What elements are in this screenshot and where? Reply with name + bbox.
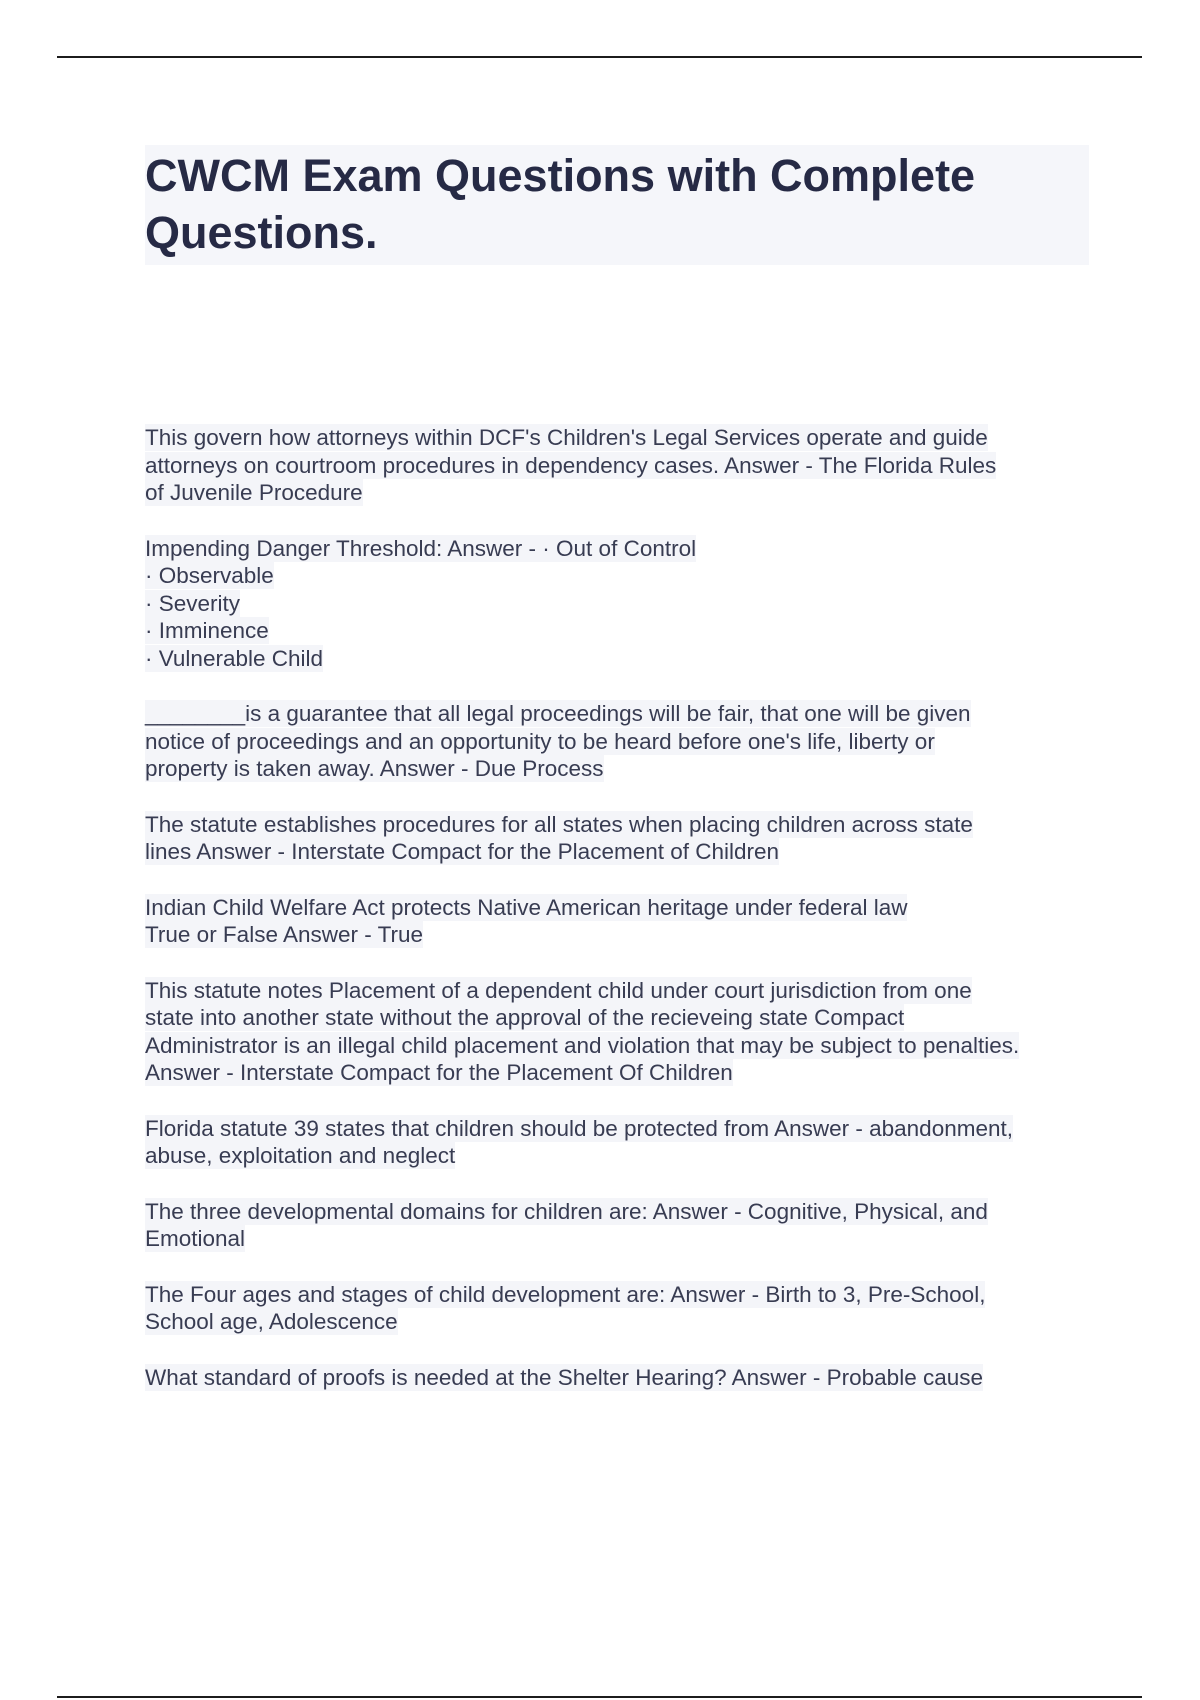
qa-item-developmental-domains: [145, 1198, 1095, 1253]
qa-line: · Vulnerable Child: [145, 645, 324, 671]
title-line: Questions.: [145, 207, 378, 258]
qa-line: ________is a guarantee that all legal proceedings will be fair, that one will be given: [145, 701, 971, 726]
qa-line: notice of proceedings and an opportunity to be heard before one's life, liberty or: [145, 728, 935, 754]
qa-line: Florida statute 39 states that children should be protected from Answer - abandonment,: [145, 1115, 1013, 1141]
qa-line: · Observable: [145, 563, 274, 588]
qa-line: state into another state without the approval of the recieveing state Compact: [145, 1005, 905, 1030]
qa-list: [145, 424, 1095, 1419]
qa-line: Impending Danger Threshold: Answer - · Out of Control: [145, 535, 697, 561]
qa-item-interstate-compact: [145, 811, 1095, 866]
title-block: [145, 145, 1089, 265]
qa-line: · Imminence: [145, 618, 269, 643]
qa-line: property is taken away. Answer - Due Process: [145, 756, 604, 781]
qa-line: The Four ages and stages of child development are: Answer - Birth to 3, Pre-School,: [145, 1281, 986, 1307]
qa-item-statute-39: [145, 1115, 1095, 1170]
qa-line: What standard of proofs is needed at the Shelter Hearing? Answer - Probable cause: [145, 1364, 983, 1390]
title-line: CWCM Exam Questions with Complete: [145, 150, 976, 201]
qa-item-impending-danger: [145, 535, 1095, 673]
qa-line: abuse, exploitation and neglect: [145, 1143, 456, 1168]
qa-line: This statute notes Placement of a dependent child under court jurisdiction from one: [145, 977, 972, 1003]
qa-item-illegal-placement: [145, 977, 1095, 1087]
qa-item-icwa: [145, 894, 1095, 949]
qa-line: · Severity: [145, 590, 241, 616]
qa-item-florida-rules: [145, 424, 1095, 507]
qa-line: Emotional: [145, 1226, 246, 1251]
qa-line: Indian Child Welfare Act protects Native American heritage under federal law: [145, 894, 908, 920]
qa-line: True or False Answer - True: [145, 922, 424, 947]
qa-line: lines Answer - Interstate Compact for the Placement of Children: [145, 839, 780, 864]
bottom-rule: [57, 1696, 1142, 1698]
document-title: [145, 147, 1089, 261]
qa-item-ages-stages: [145, 1281, 1095, 1336]
qa-line: Answer - Interstate Compact for the Placement Of Children: [145, 1060, 733, 1085]
qa-item-due-process: [145, 700, 1095, 783]
qa-line: of Juvenile Procedure: [145, 480, 363, 505]
top-rule: [57, 56, 1142, 58]
qa-line: This govern how attorneys within DCF's Children's Legal Services operate and guide: [145, 425, 988, 450]
qa-line: Administrator is an illegal child placement and violation that may be subject to penalties.: [145, 1032, 1020, 1058]
qa-line: The three developmental domains for children are: Answer - Cognitive, Physical, and: [145, 1198, 988, 1224]
qa-item-shelter-hearing: [145, 1364, 1095, 1392]
qa-line: The statute establishes procedures for all states when placing children across state: [145, 811, 973, 837]
qa-line: attorneys on courtroom procedures in dependency cases. Answer - The Florida Rules: [145, 452, 997, 478]
qa-line: School age, Adolescence: [145, 1309, 398, 1334]
